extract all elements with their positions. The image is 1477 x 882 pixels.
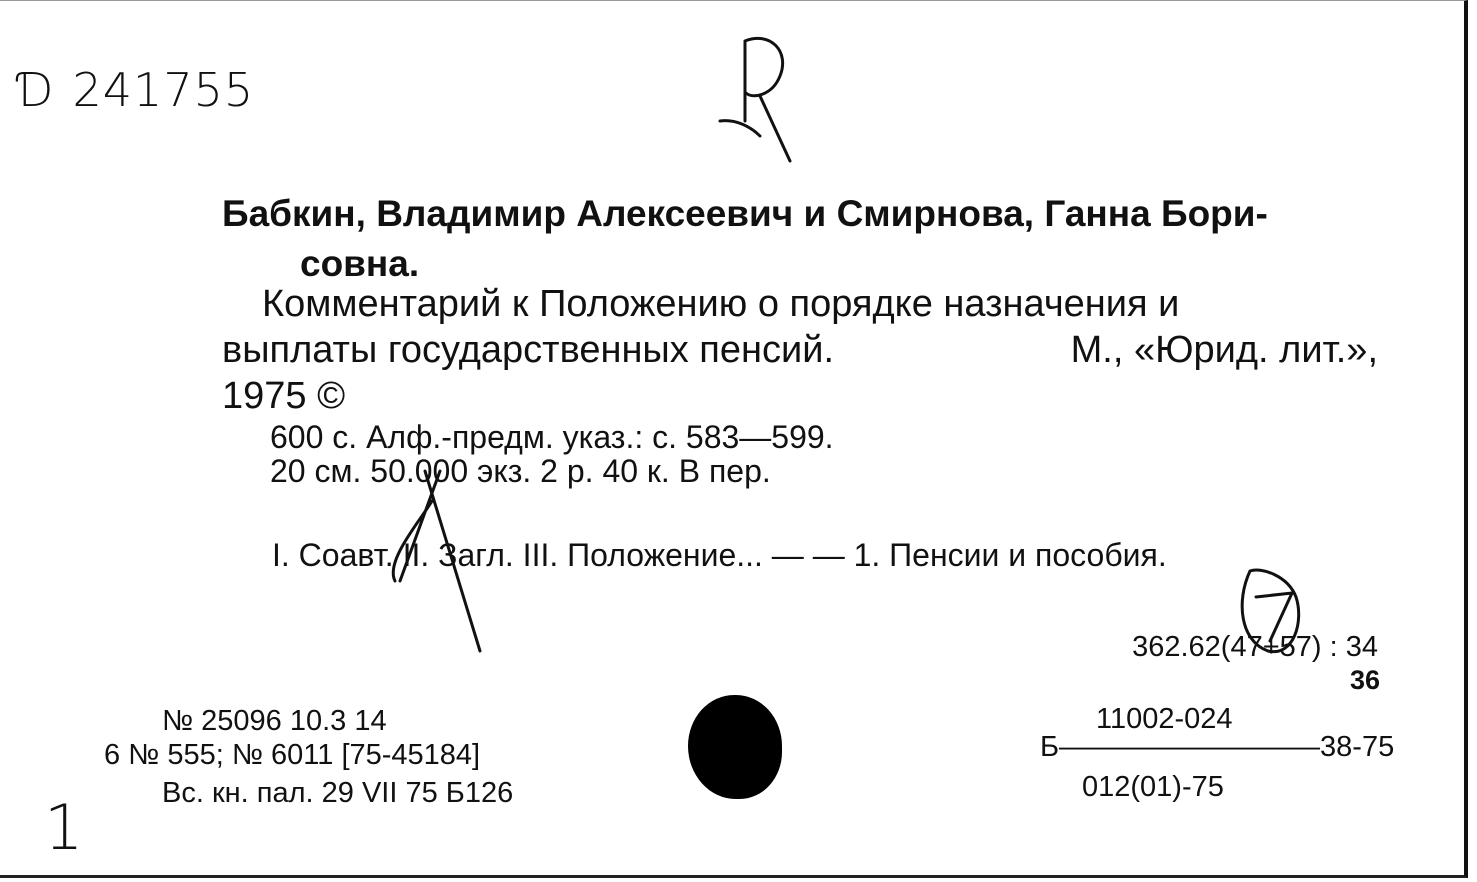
tracings: I. Соавт. II. Загл. III. Положение... — — 1. Пенсии и пособия. <box>272 537 1167 573</box>
corner-number: 1 <box>44 791 84 864</box>
title-line-2: выплаты государственных пенсий. <box>222 329 835 371</box>
imprint: М., «Юрид. лит.», <box>1070 329 1378 371</box>
udc-index: 362.62(47+57) : 34 <box>1132 631 1378 663</box>
bbk-middle: Б―――――――――38-75 <box>1040 731 1395 763</box>
title-line-3: 1975 © <box>222 375 346 417</box>
print-info-line-1: № 25096 10.3 14 <box>162 705 387 737</box>
handwriting-layer <box>0 1 1468 879</box>
inventory-number: Ɗ 241755 <box>18 63 255 117</box>
bbk-top: 11002-024 <box>1096 703 1233 735</box>
handwritten-circle-mark-icon <box>1242 570 1299 652</box>
description-line-1: 600 с. Алф.-предм. указ.: с. 583—599. <box>270 419 834 455</box>
title-line-1: Комментарий к Положению о порядке назначения и <box>262 283 1180 325</box>
print-info-line-2: 6 № 555; № 6011 [75-45184] <box>104 739 481 771</box>
author-line-2: совна. <box>300 243 420 284</box>
author-mark: 36 <box>1349 665 1380 695</box>
bbk-bottom: 012(01)-75 <box>1082 771 1224 803</box>
author-line-1: Бабкин, Владимир Алексеевич и Смирнова, Ганна Бори- <box>222 193 1268 234</box>
print-info-line-3: Вс. кн. пал. 29 VII 75 Б126 <box>162 777 514 809</box>
description-line-2: 20 см. 50.000 экз. 2 р. 40 к. В пер. <box>270 453 771 489</box>
handwritten-strike-mark-icon <box>393 471 480 651</box>
handwritten-r-mark-icon <box>720 38 790 161</box>
